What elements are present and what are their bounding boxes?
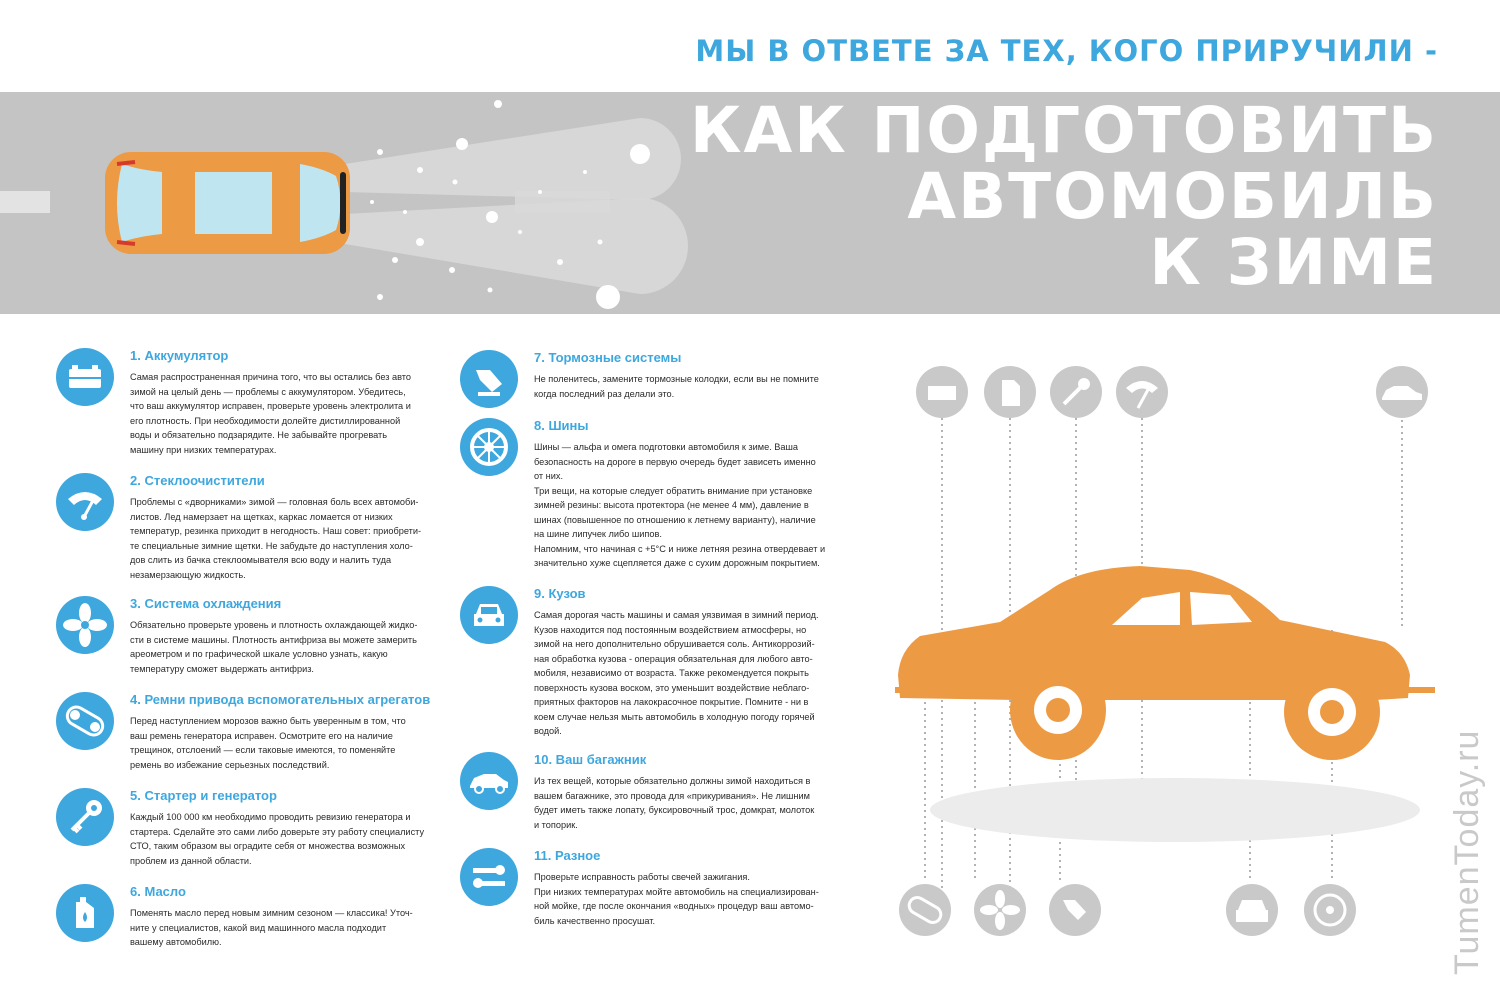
tire-icon [460,418,518,476]
key-icon [56,788,114,846]
tip-text: Обязательно проверьте уровень и плотность охлаждающей жидко- сти в системе машины. Плотность антифриза вы можете замерить ареометром и по графической шкале условно узнать, какую температуру сможет выдержать антифриз. [130,620,418,674]
fan-icon [56,596,114,654]
watermark: TumenToday.ru [1448,729,1486,975]
car-top-view [105,152,350,254]
tools-icon [460,848,518,906]
tip-title: 8. Шины [534,418,589,433]
tip-text: Проверьте исправность работы свечей зажигания. При низких температурах мойте автомобиль на специализирован- ной мойке, где после окончания «водных» процедур ваш автомо- биль качественно просушат. [534,872,819,926]
car-shadow [930,778,1420,842]
title-line: АВТОМОБИЛЬ [907,160,1438,233]
tip-title: 9. Кузов [534,586,586,601]
main-title [689,94,1438,299]
tip-title: 1. Аккумулятор [130,348,229,363]
tip-title: 5. Стартер и генератор [130,788,277,803]
diagram-top-icons [916,366,1428,418]
tip-title: 11. Разное [534,848,601,863]
tip-text: Из тех вещей, которые обязательно должны зимой находиться в вашем багажнике, это провода для «прикуривания». Не лишним будет иметь также лопату, буксировочный трос, домкрат, молоток и топорик. [534,776,815,830]
tip-text: Каждый 100 000 км необходимо проводить ревизию генератора и стартера. Сделайте это сами либо доверьте эту работу специалисту СТО, таким образом вы оградите себя от множества возможных проблем из данной области. [130,812,425,866]
wiper-icon [56,473,114,531]
car-front-icon [460,586,518,644]
tip-text: Перед наступлением морозов важно быть уверенным в том, что ваш ремень генератора исправен. Осмотрите его на наличие трещинок, отслоений — если таковые имеются, то поменяйте ремень во избежание серьезных последствий. [130,716,406,770]
tip-text: Не поленитесь, замените тормозные колодки, если вы не помните когда последний раз делали это. [534,374,819,399]
headlight-beam [345,118,681,200]
belt-icon [56,692,114,750]
car-side-icon [460,752,518,810]
tip-text: Поменять масло перед новым зимним сезоном — классика! Уточ- ните у специалистов, какой вид машинного масла подходит вашему автомобилю. [130,908,413,947]
car-diagram [880,330,1460,970]
tip-title: 2. Стеклоочистители [130,473,265,488]
diagram-bottom-icons [899,884,1356,936]
title-line: КАК ПОДГОТОВИТЬ [689,94,1438,167]
tip-text: Самая распространенная причина того, что вы остались без авто зимой на целый день — проблемы с аккумулятором. Убедитесь, что ваш аккумулятор исправен, проверьте уровень электролита и его плотность. При необходимости долейте дистиллированной воды и обязательно подзарядите. Не забывайте прогревать машину при низких температурах. [130,372,412,455]
tip-title: 7. Тормозные системы [534,350,682,365]
tip-text: Шины — альфа и омега подготовки автомобиля к зиме. Ваша безопасность на дороге в первую очередь будет зависеть именно от них. Три вещи, на которые следует обратить внимание при установке зимней резины: высота протектора (не менее 4 мм), давление в шинах (повышенное по отношению к летнему варианту), наличие на шине липучек либо шипов. Напомним, что начиная с +5°С и ниже летняя резина отвердевает и значительно хуже сцепляется даже с сухим дорожным покрытием. [534,442,826,568]
tip-title: 3. Система охлаждения [130,596,282,611]
battery-icon [56,348,114,406]
kicker-headline: МЫ В ОТВЕТЕ ЗА ТЕХ, КОГО ПРИРУЧИЛИ - [695,34,1438,68]
tip-title: 4. Ремни привода вспомогательных агрегатов [130,692,431,707]
tip-title: 10. Ваш багажник [534,752,647,767]
belt-icon [899,884,951,936]
header-band [0,92,1500,314]
headlight-beam [345,198,688,294]
oil-icon [56,884,114,942]
road-mark [0,191,50,213]
title-line: К ЗИМЕ [1149,226,1438,299]
tip-text: Проблемы с «дворниками» зимой — головная боль всех автомоби- листов. Лед намерзает на щетках, каркас ломается от низких температур, резинка приходит в негодность. Наш совет: приобрети- те специальные зимние щетки. Не забудьте до наступления холо- дов слить из бачка стеклоомывателя всю воду и налить туда незамерзающую жидкость. [130,497,422,580]
brake-pedal-icon [460,350,518,408]
tip-title: 6. Масло [130,884,186,899]
tip-text: Самая дорогая часть машины и самая уязвимая в зимний период. Кузов находится под постоянным воздействием атмосферы, но зимой на него дополнительно обрушивается соль. Антикоррозий- ная обработка кузова - операция обязательная для любого авто- мобиля, независимо от возраста. Также рекомендуется покрыть поверхность кузова воском, это уменьшит воздействие неблаго- приятных факторов на лакокрасочное покрытие. Помните - ни в коем случае нельзя мыть автомобиль в холодную погоду горячей водой. [534,610,819,736]
wiper-icon [1116,366,1168,418]
